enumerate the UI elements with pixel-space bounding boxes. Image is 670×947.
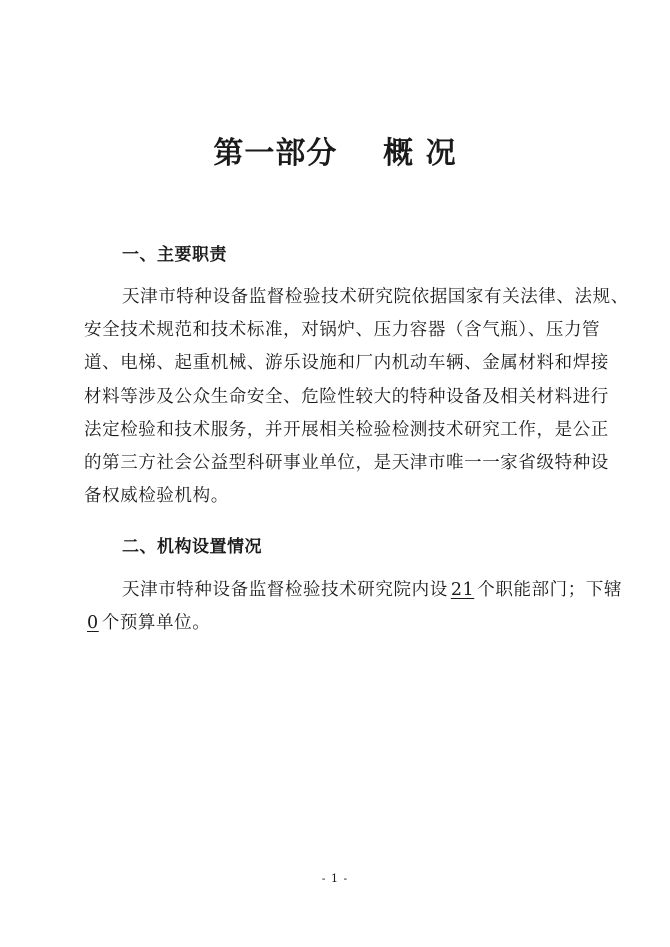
paragraph-line [84, 607, 594, 640]
paragraph-line: 材料等涉及公众生命安全、危险性较大的特种设备及相关材料进行 [84, 386, 609, 407]
paragraph-line: 天津市特种设备监督检验技术研究院依据国家有关法律、法规、 [122, 287, 629, 307]
organization-paragraph [84, 574, 623, 640]
paragraph-line: 备权威检验机构。 [84, 486, 229, 507]
paragraph-line [84, 574, 623, 607]
page-number: - 1 - [321, 872, 349, 885]
paragraph-line: 道、电梯、起重机械、游乐设施和厂内机动车辆、金属材料和焊接 [84, 353, 609, 374]
organization-line-suffix: 个职能部门；下辖 [477, 580, 623, 600]
page-title: 第一部分 概 况 [213, 136, 457, 171]
section-heading-organization: 二、机构设置情况 [122, 537, 262, 557]
paragraph-line: 的第三方社会公益型科研事业单位，是天津市唯一一家省级特种设 [84, 453, 609, 474]
budget-units-suffix: 个预算单位。 [101, 613, 211, 634]
paragraph-line: 法定检验和技术服务，并开展相关检验检测技术研究工作，是公正 [84, 419, 609, 440]
organization-line-prefix: 天津市特种设备监督检验技术研究院内设 [122, 580, 448, 600]
departments-count: 21 [450, 580, 475, 600]
budget-units-count: 0 [87, 613, 99, 634]
section-heading-main-duties: 一、主要职责 [122, 245, 227, 265]
paragraph-line: 安全技术规范和技术标准，对锅炉、压力容器（含气瓶）、压力管 [84, 320, 601, 341]
main-duties-paragraph [84, 281, 629, 513]
